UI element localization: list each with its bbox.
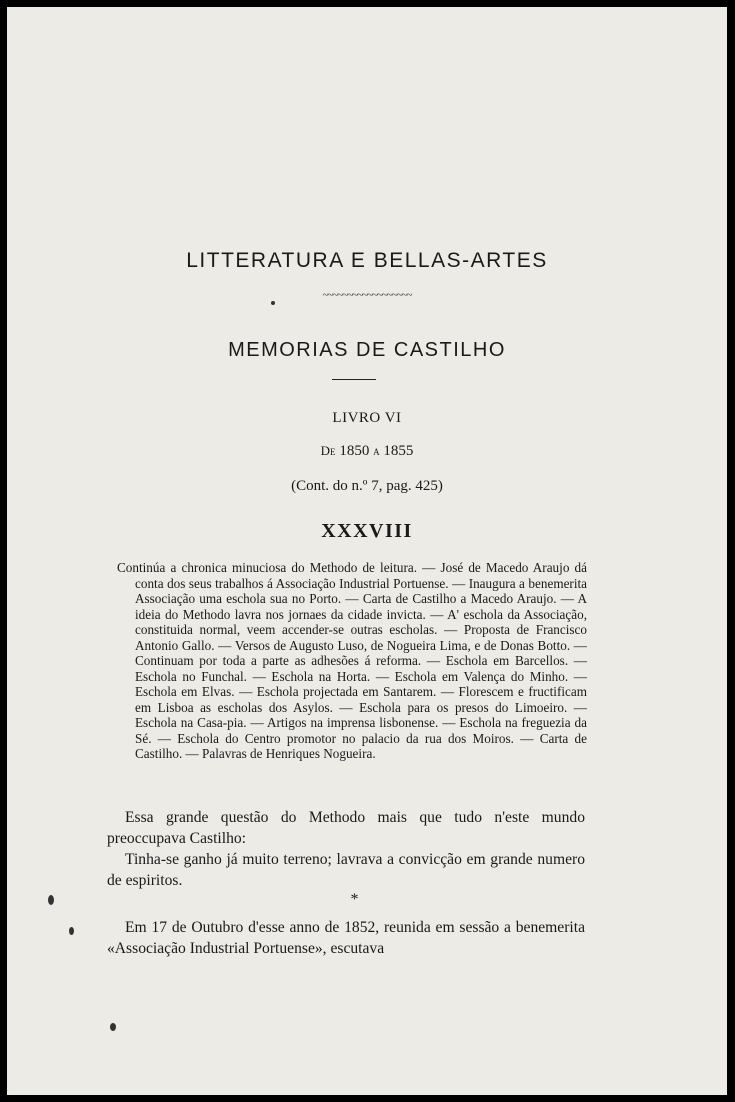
ink-spot — [271, 301, 275, 305]
section-title: LITTERATURA E BELLAS-ARTES — [186, 249, 548, 272]
date-end: 1855 — [383, 443, 414, 459]
paragraph: Em 17 de Outubro d'esse anno de 1852, reunida em sessão a benemerita «Associação Industrial Portuense», escutava — [107, 919, 585, 957]
document-page — [7, 7, 727, 1095]
date-prefix: De — [320, 443, 336, 458]
paragraph: Tinha-se ganho já muito terreno; lavrava a convicção em grande numero de espiritos. — [107, 851, 585, 889]
continuation-note: (Cont. do n.º 7, pag. 425) — [291, 478, 443, 494]
ink-spot — [110, 1023, 116, 1031]
body-text — [107, 807, 585, 891]
summary-text: Continúa a chronica minuciosa do Methodo de leitura. — José de Macedo Araujo dá conta dos seus trabalhos á Associação Industrial Portuense. — Inaugura a benemerita Associação uma eschola sua no Porto. — Carta de Castilho a Macedo Araujo. — A ideia do Methodo lavra nos jornaes da cidade invicta. — A' eschola da Associação, constituida normal, veem accender-se outras escholas. — Proposta de Francisco Antonio Gallo. — Versos de Augusto Luso, de Nogueira Lima, e de Donas Botto. — Continuam por toda a parte as adhesões á reforma. — Eschola em Barcellos. — Eschola no Funchal. — Eschola na Horta. — Eschola em Valença do Minho. — Eschola em Elvas. — Eschola projectada em Santarem. — Florescem e fructificam em Lisboa as escholas dos Asylos. — Eschola para os presos do Limoeiro. — Eschola na Casa-pia. — Artigos na imprensa lisbonense. — Eschola na freguezia da Sé. — Eschola do Centro promotor no palacio da rua dos Moiros. — Carta de Castilho. — Palavras de Henriques Nogueira. — [117, 560, 587, 761]
body-text-continued — [107, 917, 585, 959]
paragraph: Essa grande questão do Methodo mais que tudo n'este mundo preoccupava Castilho: — [107, 809, 585, 847]
title-rule — [332, 379, 376, 380]
section-separator: * — [350, 891, 359, 908]
book-number: LIVRO VI — [332, 410, 402, 426]
wavy-ornament: ~~~~~~~~~~~~~~~~~~ — [322, 289, 412, 301]
chapter-number: XXXVIII — [321, 520, 413, 542]
work-title: MEMORIAS DE CASTILHO — [228, 339, 506, 361]
chapter-summary — [117, 560, 587, 762]
date-joiner: a — [373, 443, 380, 458]
date-start: 1850 — [339, 443, 370, 459]
ink-spot — [69, 927, 74, 935]
date-range — [7, 443, 727, 460]
ink-spot — [48, 895, 54, 905]
